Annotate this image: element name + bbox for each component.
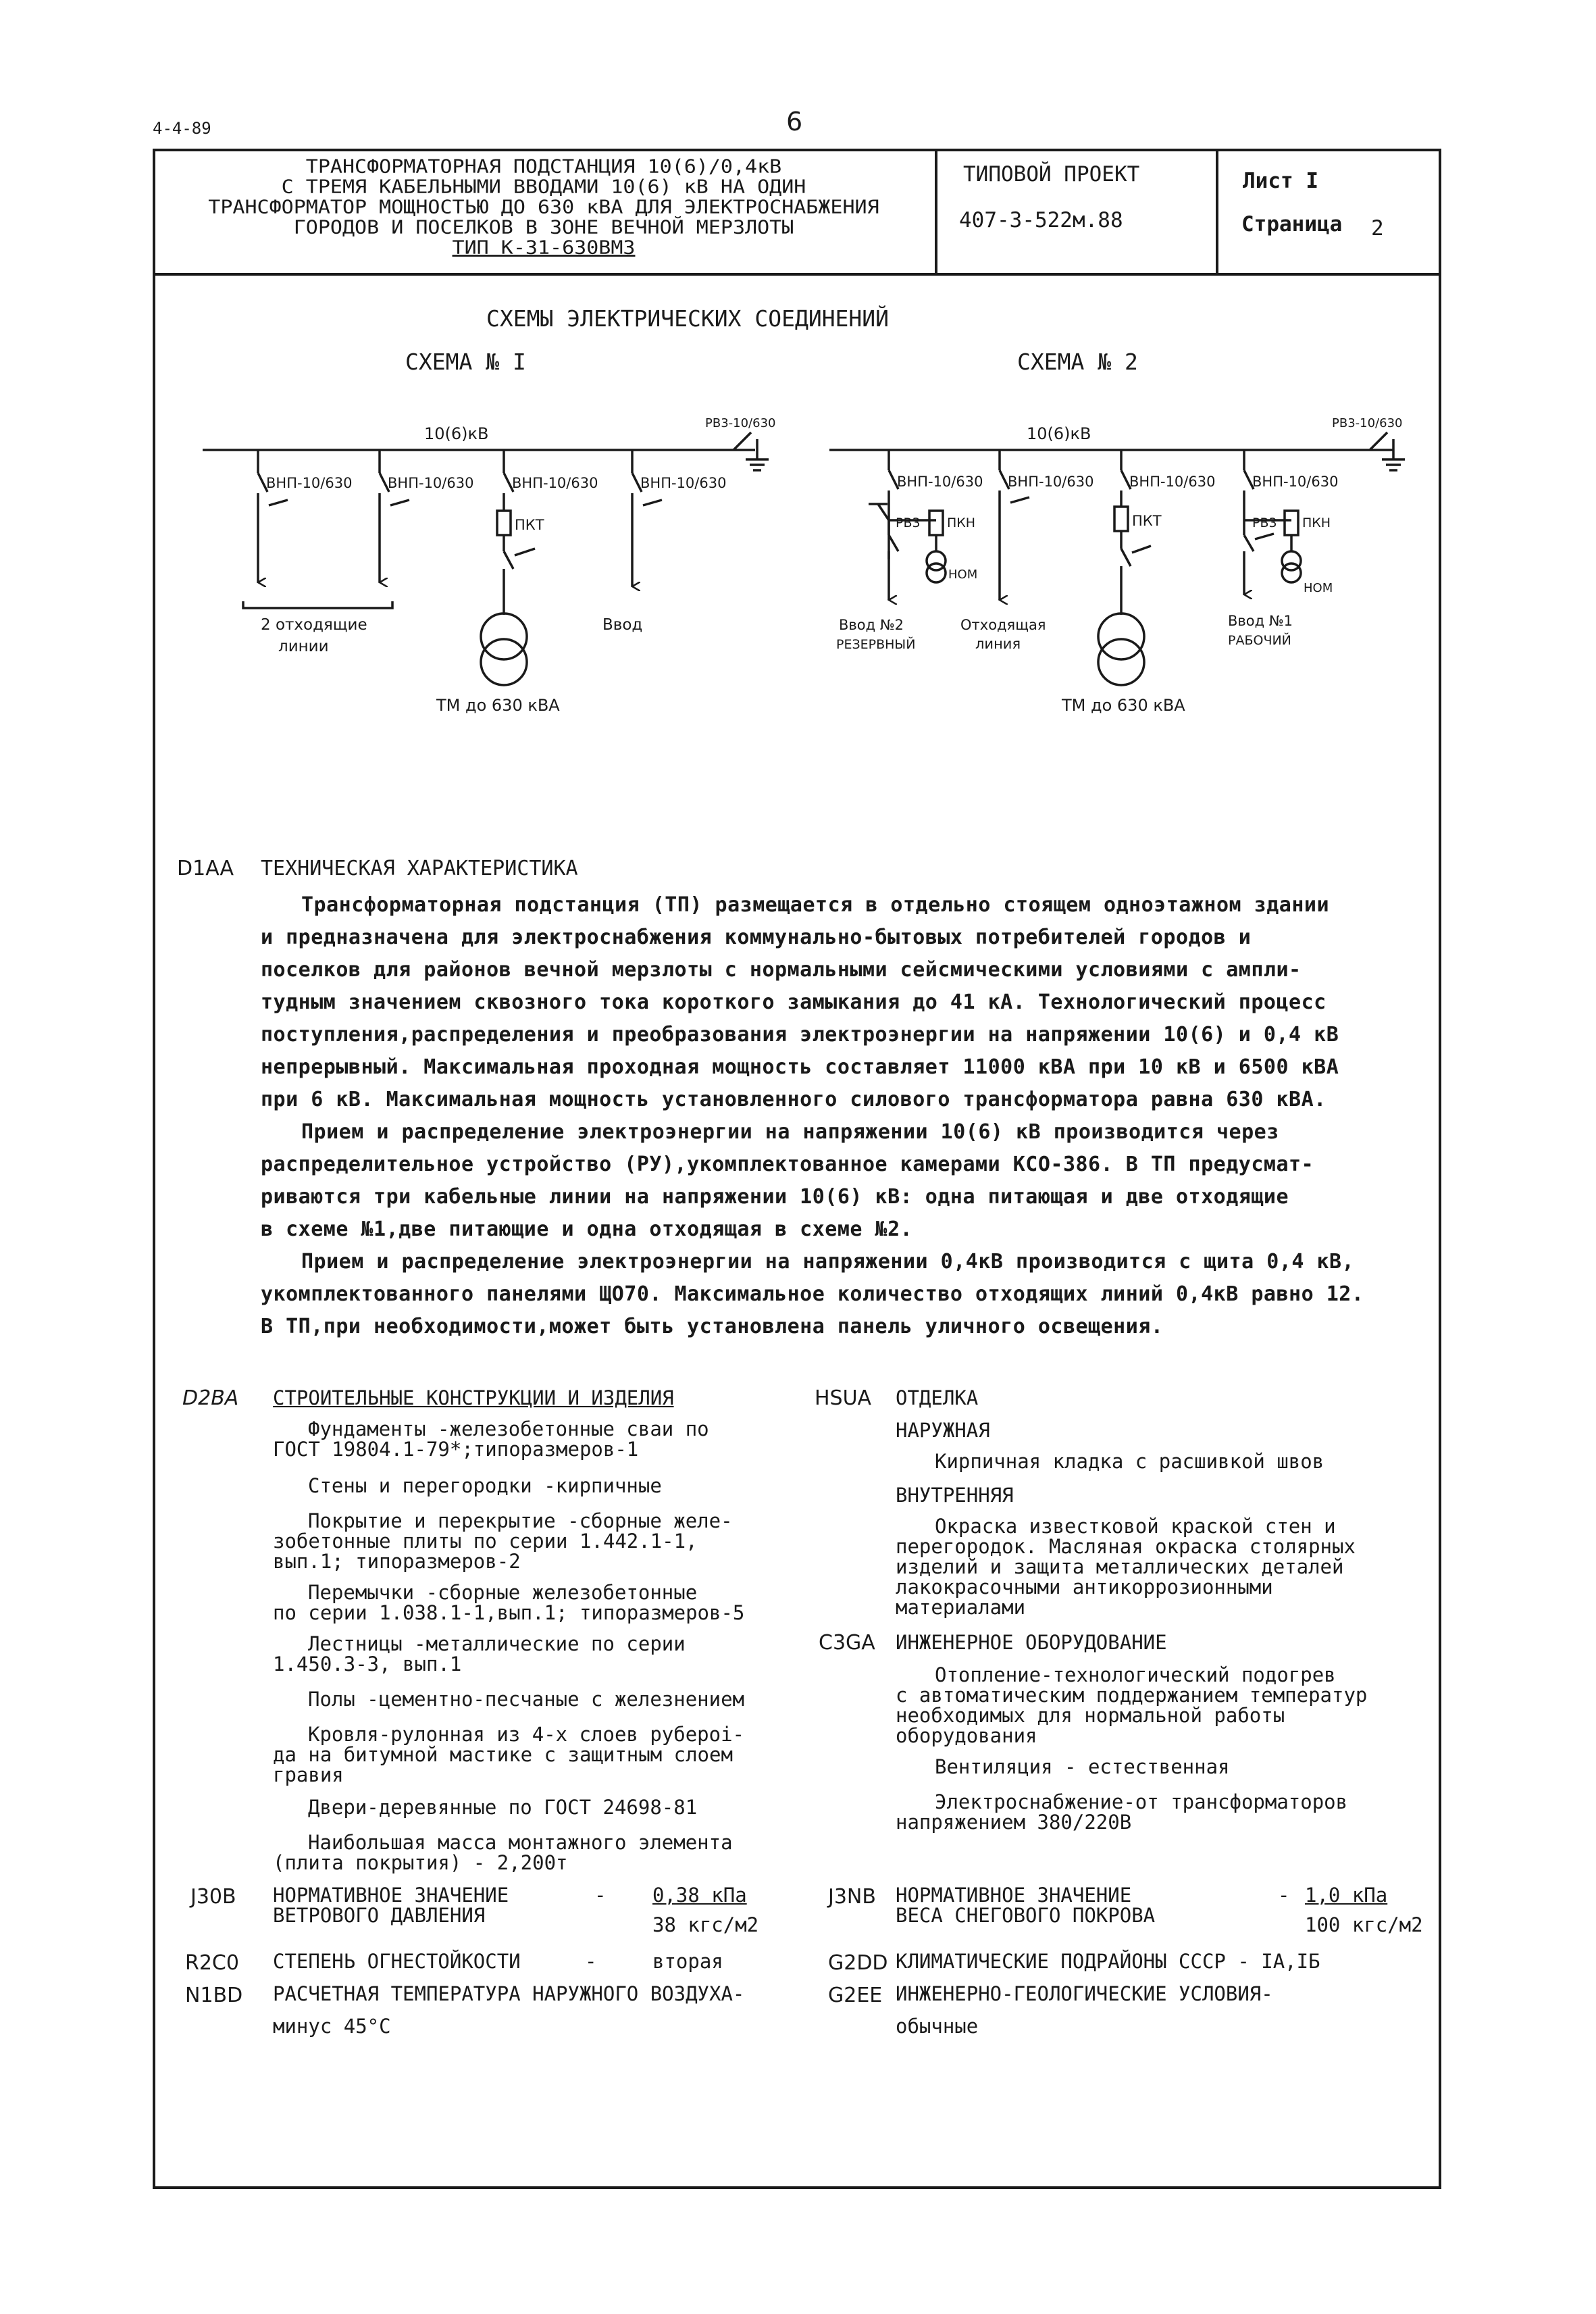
s2-fuse-label: ПКТ xyxy=(1132,513,1162,529)
construction-line: Фундаменты -железобетонные сваи по xyxy=(308,1417,709,1440)
corner-code: 4-4-89 xyxy=(153,119,211,138)
page-value: 2 xyxy=(1371,216,1384,241)
construction-line: Наибольшая масса монтажного элемента xyxy=(308,1831,733,1854)
s1-feeder-2 xyxy=(380,450,409,582)
stamp-title-line: ГОРОДОВ И ПОСЕЛКОВ В ЗОНЕ ВЕЧНОЙ МЕРЗЛОТЫ xyxy=(293,216,794,238)
s1-feeder-1 xyxy=(258,450,288,582)
construction-item xyxy=(273,1581,745,1624)
construction-line: 1.450.3-3, вып.1 xyxy=(273,1653,462,1676)
s2-switch-label: ВНП-10/630 xyxy=(1252,474,1339,490)
tech-line: и предназначена для электроснабжения коммунально-бытовых потребителей городов и xyxy=(261,926,1252,949)
tech-line: поселков для районов вечной мерзлоты с нормальными сейсмическими условиями с ампли- xyxy=(261,958,1302,982)
s2-switch-label: ВНП-10/630 xyxy=(1008,474,1094,490)
outer-finish-text: Кирпичная кладка с расшивкой швов xyxy=(935,1450,1324,1473)
inner-finish-line: Окраска известковой краской стен и xyxy=(935,1515,1336,1538)
construction-item xyxy=(273,1417,709,1461)
construction-line: ГОСТ 19804.1-79*;типоразмеров-1 xyxy=(273,1438,639,1461)
construction-item xyxy=(308,1476,662,1496)
snow-value: 1,0 кПа xyxy=(1305,1884,1388,1907)
equipment-line: необходимых для нормальной работы xyxy=(896,1704,1285,1727)
s2-right-rvz-label: РВ3 xyxy=(1252,515,1277,530)
s2-arrester-label: РВ3-10/630 xyxy=(1332,416,1403,430)
s2-left-pkn-label: ПКН xyxy=(947,515,976,530)
s1-outgoing-label: 2 отходящие xyxy=(261,616,367,634)
tech-line: Трансформаторная подстанция (ТП) размещается в отдельно стоящем одноэтажном здании xyxy=(301,893,1330,917)
construction-line: Лестницы -металлические по серии xyxy=(308,1632,686,1655)
sheet-label: Лист I xyxy=(1243,169,1318,193)
snow-dash: - xyxy=(1278,1884,1290,1907)
equipment-line: оборудования xyxy=(896,1724,1037,1747)
equipment-line: Электроснабжение-от трансформаторов xyxy=(935,1790,1348,1813)
construction-line: гравия xyxy=(273,1763,344,1786)
snow-value-kgs: 100 кгс/м2 xyxy=(1305,1913,1423,1936)
s1-switch-label: ВНП-10/630 xyxy=(640,475,727,491)
construction-line: по серии 1.038.1-1,вып.1; типоразмеров-5 xyxy=(273,1601,745,1624)
s1-switch-label: ВНП-10/630 xyxy=(266,475,353,491)
equipment-line: напряжением 380/220В xyxy=(896,1811,1132,1834)
inner-finish-line: изделий и защита металлических деталей xyxy=(896,1555,1344,1578)
stamp-title-cell xyxy=(153,149,937,276)
wind-code: J30B xyxy=(190,1885,236,1909)
wind-label-line: ВЕТРОВОГО ДАВЛЕНИЯ xyxy=(273,1904,486,1927)
geo-value: обычные xyxy=(896,2015,979,2038)
s2-input2-label: Ввод №2 xyxy=(839,617,904,633)
tech-line: поступления,распределения и преобразования электроэнергии на напряжении 10(6) и 0,4 кВ xyxy=(261,1023,1339,1047)
s2-switch-label: ВНП-10/630 xyxy=(897,474,983,490)
inner-finish-line: материалами xyxy=(896,1596,1026,1619)
fire-value: вторая xyxy=(652,1950,723,1973)
geo-code: G2EE xyxy=(828,1984,883,2007)
s2-transformer-label: ТМ до 630 кВА xyxy=(1062,696,1185,715)
stamp-sheet-cell xyxy=(1218,149,1441,276)
stamp-title-line: С ТРЕМЯ КАБЕЛЬНЫМИ ВВОДАМИ 10(6) кВ НА ОДИН xyxy=(281,176,806,198)
tech-text xyxy=(261,889,1364,1343)
project-label: ТИПОВОЙ ПРОЕКТ xyxy=(963,162,1140,186)
construction-item xyxy=(308,1797,697,1817)
snow-code: J3NB xyxy=(828,1885,876,1909)
s1-outgoing-label: линии xyxy=(278,638,329,655)
climate-code: G2DD xyxy=(828,1951,888,1975)
tech-line: Прием и распределение электроэнергии на напряжении 0,4кВ производится с щита 0,4 кВ, xyxy=(301,1250,1355,1274)
electrical-schemes xyxy=(153,392,1441,743)
construction-line: Перемычки -сборные железобетонные xyxy=(308,1581,698,1604)
s1-input-label: Ввод xyxy=(602,616,643,634)
temp-code: N1BD xyxy=(185,1984,243,2007)
construction-line: Покрытие и перекрытие -сборные желе- xyxy=(308,1509,733,1532)
construction-line: Двери-деревянные по ГОСТ 24698-81 xyxy=(308,1796,698,1819)
snow-label xyxy=(896,1885,1155,1926)
tech-line: в схеме №1,две питающие и одна отходящая в схеме №2. xyxy=(261,1217,913,1241)
construction-title: СТРОИТЕЛЬНЫЕ КОНСТРУКЦИИ И ИЗДЕЛИЯ xyxy=(273,1386,674,1409)
tech-line: распределительное устройство (РУ),укомплектованное камерами КСО-386. В ТП предусмат- xyxy=(261,1153,1314,1176)
wind-label-line: НОРМАТИВНОЕ ЗНАЧЕНИЕ xyxy=(273,1884,509,1907)
wind-value: 0,38 кПа xyxy=(652,1884,747,1907)
construction-item xyxy=(273,1509,733,1573)
page-label: Страница xyxy=(1241,212,1343,236)
schemes-heading: СХЕМЫ ЭЛЕКТРИЧЕСКИХ СОЕДИНЕНИЙ xyxy=(486,305,890,332)
s2-input2-sub: РЕЗЕРВНЫЙ xyxy=(836,637,916,652)
construction-item xyxy=(308,1689,744,1709)
s1-bus-label: 10(6)кВ xyxy=(424,424,489,443)
inner-finish-label: ВНУТРЕННЯЯ xyxy=(896,1484,1014,1507)
s1-switch-label: ВНП-10/630 xyxy=(388,475,474,491)
scheme2-title: СХЕМА № 2 xyxy=(1017,349,1138,375)
construction-line: да на битумной мастике с защитным слоем xyxy=(273,1743,733,1766)
s1-switch-label: ВНП-10/630 xyxy=(512,475,598,491)
equipment-item xyxy=(935,1757,1230,1777)
page-number: 6 xyxy=(786,107,803,136)
inner-finish-text xyxy=(896,1515,1356,1619)
equipment-line: с автоматическим поддержанием температур xyxy=(896,1684,1368,1707)
construction-item xyxy=(273,1831,733,1874)
construction-line: Кровля-рулонная из 4-х слоев рубероi- xyxy=(308,1723,745,1746)
tech-line: тудным значением сквозного тока короткого замыкания до 41 кА. Технологический процесс xyxy=(261,990,1327,1014)
wind-dash: - xyxy=(594,1884,607,1907)
equipment-code: C3GA xyxy=(819,1631,875,1655)
geo-label: ИНЖЕНЕРНО-ГЕОЛОГИЧЕСКИЕ УСЛОВИЯ- xyxy=(896,1982,1273,2005)
s1-transformer-label: ТМ до 630 кВА xyxy=(436,696,560,715)
s2-feeder-2 xyxy=(1000,450,1029,600)
project-number: 407-3-522м.88 xyxy=(959,208,1123,232)
inner-finish-line: перегородок. Масляная окраска столярных xyxy=(896,1535,1356,1558)
stamp-title-line: ТРАНСФОРМАТОР МОЩНОСТЬЮ ДО 630 кВА ДЛЯ ЭЛЕКТРОСНАБЖЕНИЯ xyxy=(208,196,879,218)
temp-value: минус 45°С xyxy=(273,2015,391,2038)
temp-label: РАСЧЕТНАЯ ТЕМПЕРАТУРА НАРУЖНОГО ВОЗДУХА- xyxy=(273,1982,745,2005)
climate-label: КЛИМАТИЧЕСКИЕ ПОДРАЙОНЫ СССР - IА,IБ xyxy=(896,1950,1320,1973)
s1-fuse-label: ПКТ xyxy=(515,517,544,533)
fire-dash: - xyxy=(585,1950,597,1973)
tech-line: при 6 кВ. Максимальная мощность установленного силового трансформатора равна 630 кВА. xyxy=(261,1088,1327,1111)
construction-item xyxy=(273,1632,686,1676)
s2-outgoing-label: Отходящая xyxy=(960,617,1046,633)
tech-line: укомплектованного панелями ЩО70. Максимальное количество отходящих линий 0,4кВ равно 12. xyxy=(261,1282,1364,1306)
construction-line: зобетонные плиты по серии 1.442.1-1, xyxy=(273,1530,698,1553)
inner-finish-line: лакокрасочными антикоррозионными xyxy=(896,1576,1273,1599)
fire-label: СТЕПЕНЬ ОГНЕСТОЙКОСТИ xyxy=(273,1950,521,1973)
wind-label xyxy=(273,1885,509,1926)
construction-line: (плита покрытия) - 2,200т xyxy=(273,1851,568,1874)
outer-finish-label: НАРУЖНАЯ xyxy=(896,1419,990,1442)
tech-line: В ТП,при необходимости,может быть установлена панель уличного освещения. xyxy=(261,1315,1164,1338)
tech-title: ТЕХНИЧЕСКАЯ ХАРАКТЕРИСТИКА xyxy=(261,857,578,880)
fire-code: R2C0 xyxy=(185,1951,239,1975)
tech-line: Прием и распределение электроэнергии на напряжении 10(6) кВ производится через xyxy=(301,1120,1279,1144)
s2-outgoing-sub: линия xyxy=(975,636,1021,652)
title-stamp xyxy=(153,149,1441,276)
s2-left-nom-label: НОМ xyxy=(948,568,978,582)
construction-line: Стены и перегородки -кирпичные xyxy=(308,1474,662,1497)
equipment-item xyxy=(896,1790,1348,1834)
s2-input1-label: Ввод №1 xyxy=(1228,613,1293,629)
equipment-line: Отопление-технологический подогрев xyxy=(935,1663,1336,1686)
s2-input1-sub: РАБОЧИЙ xyxy=(1228,633,1291,648)
snow-label-line: ВЕСА СНЕГОВОГО ПОКРОВА xyxy=(896,1904,1156,1927)
construction-line: Полы -цементно-песчаные с железнением xyxy=(308,1688,745,1711)
finishing-title: ОТДЕЛКА xyxy=(896,1386,979,1409)
stamp-title-line: ТИП К-31-630ВМ3 xyxy=(452,236,636,259)
tech-line: риваются три кабельные линии на напряжении 10(6) кВ: одна питающая и две отходящие xyxy=(261,1185,1289,1209)
construction-code: D2BA xyxy=(182,1386,239,1410)
stamp-project-cell xyxy=(937,149,1218,276)
equipment-item xyxy=(896,1663,1368,1747)
construction-item xyxy=(273,1723,745,1786)
s2-right-nom-label: НОМ xyxy=(1304,581,1333,595)
s1-arrester-label: РВ3-10/630 xyxy=(705,416,776,430)
s2-left-rvz-label: РВ3 xyxy=(896,515,921,530)
s2-switch-label: ВНП-10/630 xyxy=(1129,474,1216,490)
stamp-title-line: ТРАНСФОРМАТОРНАЯ ПОДСТАНЦИЯ 10(6)/0,4кВ xyxy=(305,155,782,178)
s1-feeder-4 xyxy=(632,450,662,586)
snow-label-line: НОРМАТИВНОЕ ЗНАЧЕНИЕ xyxy=(896,1884,1132,1907)
s2-right-pkn-label: ПКН xyxy=(1302,515,1331,530)
tech-code: D1AA xyxy=(177,857,234,880)
scheme1-title: СХЕМА № I xyxy=(405,349,526,375)
finishing-code: HSUA xyxy=(815,1386,872,1410)
s2-bus-label: 10(6)кВ xyxy=(1027,424,1091,443)
construction-line: вып.1; типоразмеров-2 xyxy=(273,1550,521,1573)
wind-value-kgs: 38 кгс/м2 xyxy=(652,1913,759,1936)
tech-line: непрерывный. Максимальная проходная мощность составляет 11000 кВА при 10 кВ и 6500 кВА xyxy=(261,1055,1339,1079)
equipment-line: Вентиляция - естественная xyxy=(935,1755,1230,1778)
equipment-title: ИНЖЕНЕРНОЕ ОБОРУДОВАНИЕ xyxy=(896,1631,1167,1654)
